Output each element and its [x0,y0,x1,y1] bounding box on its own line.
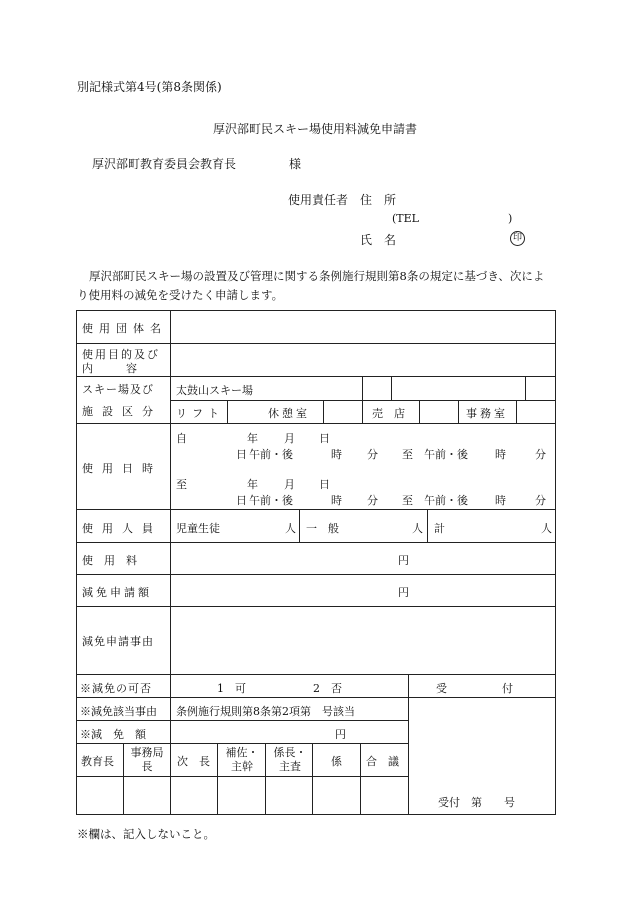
tel-close: ) [508,212,513,225]
to-hour: 時 [331,494,342,507]
applicant-role-label: 使用責任者 [288,193,349,207]
org-name-field[interactable] [176,314,550,339]
applicable-value: 条例施行規則第8条第2項第 号該当 [176,705,355,718]
reduce-amount-yen: 円 [398,586,409,599]
stamp-deputy: 次 長 [177,755,210,768]
from-day: 日 [319,432,330,445]
purpose-label-1: 使用目的及び [82,348,160,361]
date-label: 使用日時 [82,462,162,475]
from-year: 年 [247,432,258,445]
receipt-number: 受付 第 号 [438,796,515,809]
children-unit: 人 [285,522,296,535]
footer-note: ※欄は、記入しないこと。 [77,827,215,841]
approve-option: 1 可 [217,682,246,695]
stamp-secretary-general: 事務局長 [130,746,164,773]
form-number: 別記様式第4号(第8条関係) [77,80,222,94]
until-hour: 時 [495,448,506,461]
to-year: 年 [247,478,258,491]
people-label: 使用人員 [82,522,162,535]
children-label: 児童生徒 [176,522,220,535]
seal-icon: 印 [510,230,525,246]
lift-label: リフト [176,407,224,420]
total-unit: 人 [541,522,552,535]
to-day: 日 [319,478,330,491]
purpose-label-2: 内 容 [82,362,137,375]
receipt-label: 受 付 [436,682,513,695]
form-title: 厚沢部町民スキー場使用料減免申請書 [213,122,418,136]
stamp-consultation: 合 議 [366,755,399,768]
to-until-minute: 分 [535,494,546,507]
tel-open: (TEL [392,212,419,225]
to-minute: 分 [367,494,378,507]
total-label: 計 [434,522,445,535]
address-label: 住 所 [360,193,397,207]
approval-label: ※減免の可否 [80,682,152,695]
ski-area-name: 太鼓山スキー場 [176,384,253,397]
stamp-assistant: 補佐・主幹 [225,746,259,773]
shop-label: 売 店 [372,407,405,420]
from-month: 月 [284,432,295,445]
deny-option: 2 否 [313,682,342,695]
honorific: 様 [289,157,302,171]
to-month: 月 [284,478,295,491]
from-minute: 分 [367,448,378,461]
from-label: 自 [176,432,187,445]
applicable-label: ※減免該当事由 [80,705,157,718]
to-ampm: 午前・後 [249,494,293,507]
to-until-hour: 時 [495,494,506,507]
reduce-reason-field[interactable] [176,610,550,670]
org-name-label: 使用団体名 [82,322,167,335]
from-hour: 時 [331,448,342,461]
purpose-field[interactable] [176,347,550,372]
intro-line-2: り使用料の減免を受けたく申請します。 [77,288,284,302]
until-label: 至 [402,448,413,461]
addressee: 厚沢部町教育委員会教育長 [92,157,237,171]
office-label: 事務室 [466,407,508,420]
amount-yen: 円 [335,728,346,741]
from-day-2: 日 [236,448,247,461]
to-label: 至 [176,478,187,491]
fee-yen: 円 [398,554,409,567]
until-ampm: 午前・後 [424,448,468,461]
stamp-staff: 係 [331,755,342,768]
name-label: 氏 名 [360,233,397,247]
rest-room-label: 休憩室 [268,407,310,420]
stamp-superintendent: 教育長 [81,755,114,768]
to-until-ampm: 午前・後 [424,494,468,507]
stamp-chief: 係長・主査 [273,746,307,773]
general-unit: 人 [412,522,423,535]
application-table [76,310,556,815]
from-ampm: 午前・後 [249,448,293,461]
fee-label: 使 用 料 [82,554,137,567]
general-label: 一 般 [306,522,339,535]
intro-line-1: 厚沢部町民スキー場の設置及び管理に関する条例施行規則第8条の規定に基づき、次によ [89,269,545,283]
reduce-amount-label: 減免申請額 [82,586,152,599]
to-day-2: 日 [236,494,247,507]
facility-label-2: 施設区分 [82,405,162,418]
until-minute: 分 [535,448,546,461]
amount-label: ※減 免 額 [80,728,146,741]
facility-label-1: スキー場及び [82,383,154,396]
reduce-reason-label: 減免申請事由 [82,635,154,648]
to-until-label: 至 [402,494,413,507]
